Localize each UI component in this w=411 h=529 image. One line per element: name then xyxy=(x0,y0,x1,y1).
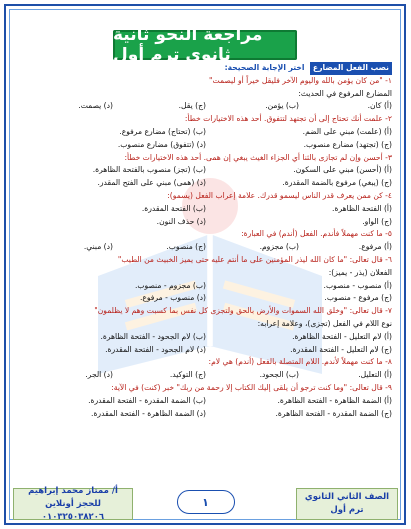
answer-options-row xyxy=(20,369,392,382)
answer-options-row xyxy=(20,164,392,177)
answer-option: (أ) منصوب - منصوب. xyxy=(323,280,392,290)
question-text: ٤- كن ممن يعرف قدر الناس ليسمو قدرك. علامة إعراب الفعل (يسمو): xyxy=(167,190,392,200)
section-header xyxy=(20,62,392,75)
footer xyxy=(9,486,402,522)
answer-option: (د) الضمة الظاهرة - الفتحة المقدرة. xyxy=(91,408,206,418)
question-subtext: الفعلان (يذر - يميز): xyxy=(328,267,392,277)
answer-option: (ج) (يبغي) مرفوع بالضمة المقدرة. xyxy=(282,178,392,188)
answer-option: (د) منصوب - مرفوع. xyxy=(139,293,206,303)
answer-options-row xyxy=(20,216,392,229)
answer-option: (أ) مرفوع. xyxy=(358,242,392,252)
answer-option: (أ) (علمت) مبني على الضم. xyxy=(302,126,392,136)
review-content xyxy=(20,62,392,420)
answer-options-row xyxy=(20,177,392,190)
grade-label: الصف الثاني الثانوي xyxy=(304,492,390,502)
grade-info-box xyxy=(296,488,398,520)
question-text: ٨- ما كنت مهملاً لأندم. اللام المتصلة بالفعل (أندم) هي لام: xyxy=(208,357,392,367)
answer-option: (أ) الفتحة الظاهرة. xyxy=(332,203,392,213)
question-text: ٣- أحسن وإن لم تجازى بالثنا أي الجزاء الغيث يبغي إن همى. أحد هذه الاختيارات خطأ: xyxy=(124,152,392,162)
answer-option: (د) الجر. xyxy=(85,370,113,380)
question-text: ٢- علمت أنك تحتاج إلى أن تجتهد لتتفوق. أحد هذه الاختيارات خطأ: xyxy=(184,114,392,124)
question-text: ٩- قال تعالى: "وما كنت ترجو أن يلقى إليك الكتاب إلا رحمة من ربك" خبر (كنت) في الآية: xyxy=(111,382,392,392)
answer-options-row xyxy=(20,408,392,421)
question-subtext: نوع اللام في الفعل (تجزى)، وعلامة إعرابه: xyxy=(257,318,392,328)
answer-option: (ب) (تجز) منصوب بالفتحة الظاهرة. xyxy=(92,165,206,175)
answer-option: (د) (همى) مبني على الفتح المقدر. xyxy=(97,178,206,188)
answer-option: (ج) (تجتهد) مضارع منصوب. xyxy=(303,139,392,149)
answer-options-row xyxy=(20,126,392,139)
term-label: ترم أول xyxy=(330,505,364,515)
answer-option: (ب) يؤمن. xyxy=(265,101,299,111)
answer-option: (ج) التوكيد. xyxy=(169,370,206,380)
answer-options-row xyxy=(20,100,392,113)
answer-option: (ب) مجزوم. xyxy=(259,242,299,252)
answer-option: (ب) لام الجحود - الفتحة الظاهرة. xyxy=(100,331,206,341)
answer-option: (ج) الضمة المقدرة - الفتحة الظاهرة. xyxy=(275,408,392,418)
answer-options-row xyxy=(20,344,392,357)
answer-options-row xyxy=(20,280,392,293)
section-label: نصب الفعل المضارع xyxy=(310,62,392,75)
answer-option: (د) حذف النون. xyxy=(156,216,206,226)
instruction-label: اختر الإجابة الصحيحة: xyxy=(224,63,305,72)
answer-option: (د) مبني. xyxy=(83,242,113,252)
answer-option: (ج) يقل. xyxy=(178,101,206,111)
answer-option: (ب) الفتحة المقدرة. xyxy=(141,203,206,213)
question-text: ٥- ما كنت مهملاً فأندم. الفعل (أندم) في العبارة: xyxy=(241,229,392,239)
page-title: مراجعة النحو ثانية ثانوي ترم أول xyxy=(113,30,297,60)
answer-option: (أ) (أحسن) مبني على السكون. xyxy=(293,165,392,175)
answer-option: (ب) مجزوم - منصوب. xyxy=(134,280,206,290)
question-subtext: المضارع المرفوع في الحديث: xyxy=(298,88,392,98)
answer-options-row xyxy=(20,241,392,254)
answer-option: (ب) الجحود. xyxy=(259,370,299,380)
teacher-name: أ/ ممتاز محمد إبراهيم xyxy=(28,485,118,496)
answer-options-row xyxy=(20,139,392,152)
answer-option: (د) لام الجحود - الفتحة المقدرة. xyxy=(105,344,206,354)
answer-option: (أ) الضمة الظاهرة - الفتحة الظاهرة. xyxy=(277,395,392,405)
question-text: ٦- قال تعالى: "ما كان الله ليذر المؤمنين على ما أنتم عليه حتى يميز الخبيث من الطيب" xyxy=(117,254,392,264)
answer-option: (د) يصمت. xyxy=(78,101,113,111)
question-text: ١- "من كان يؤمن بالله واليوم الآخر فليقل خيراً أو ليصمت" xyxy=(209,75,392,85)
answer-option: (ج) منصوب. xyxy=(166,242,206,252)
teacher-info-box xyxy=(13,485,133,522)
answer-options-row xyxy=(20,395,392,408)
answer-options-row xyxy=(20,292,392,305)
answer-options-row xyxy=(20,203,392,216)
answer-option: (ج) مرفوع - منصوب. xyxy=(324,293,392,303)
booking-phone: للحجز أونلاين ٠١٠٣٢٥٠٣٨٢٠٦ xyxy=(41,498,105,522)
question-text: ٧- قال تعالى: "وخلق الله السموات والأرض بالحق ولتجزى كل نفس بما كسبت وهم لا يظلمون" xyxy=(94,306,392,316)
answer-option: (أ) التعليل. xyxy=(358,370,392,380)
answer-option: (ج) لام التعليل - الفتحة المقدرة. xyxy=(290,344,392,354)
answer-option: (ب) (تحتاج) مضارع مرفوع. xyxy=(119,126,206,136)
page-number: ١ xyxy=(177,490,235,514)
answer-options-row xyxy=(20,331,392,344)
answer-option: (أ) لام التعليل - الفتحة الظاهرة. xyxy=(292,331,392,341)
answer-option: (د) (تتفوق) مضارع منصوب. xyxy=(117,139,206,149)
answer-option: (أ) كان. xyxy=(367,101,392,111)
answer-option: (ب) الضمة المقدرة - الفتحة المقدرة. xyxy=(88,395,206,405)
answer-option: (ج) الواو. xyxy=(362,216,392,226)
